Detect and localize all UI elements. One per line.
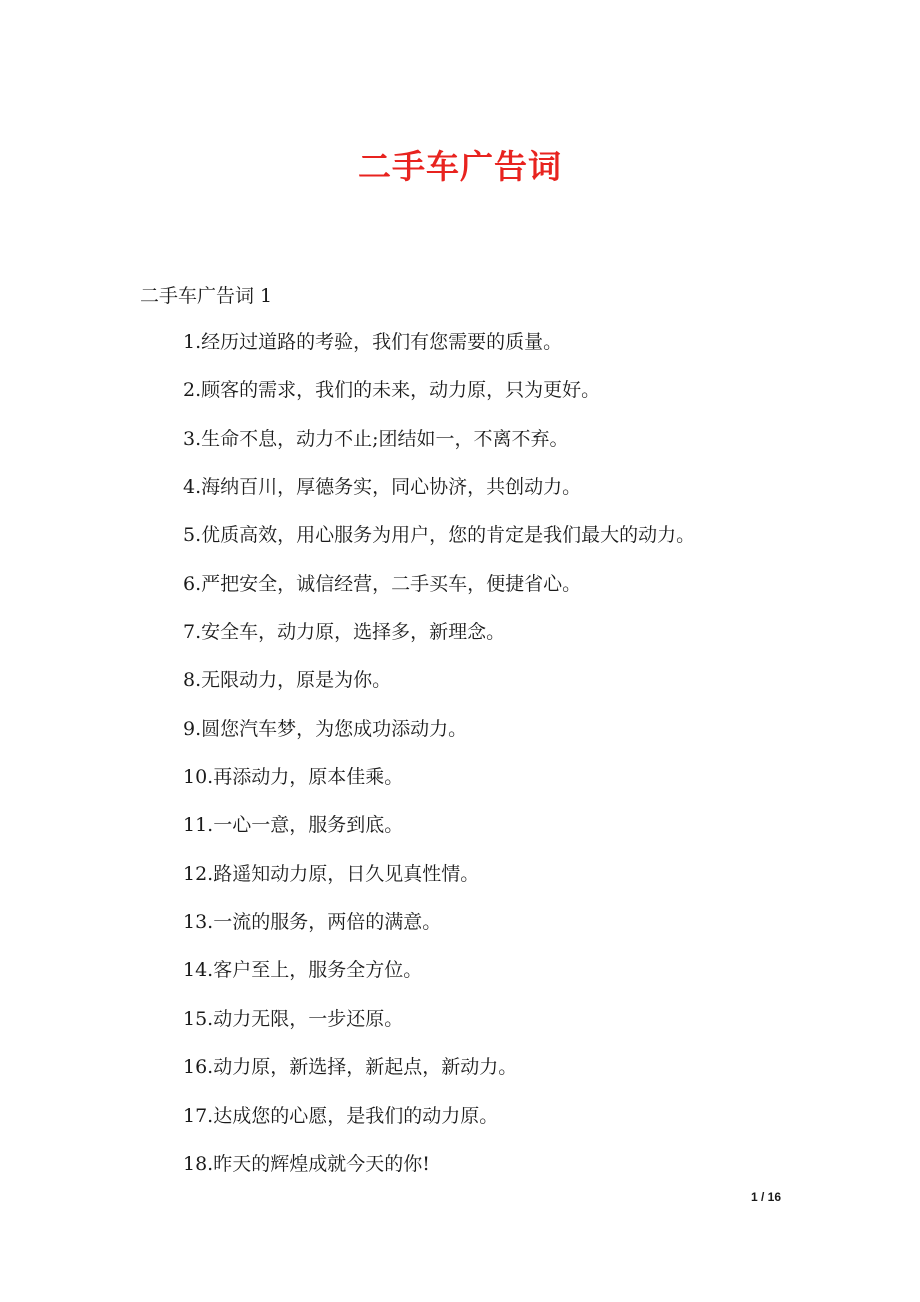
list-item: 12.路遥知动力原，日久见真性情。 (183, 862, 480, 885)
list-item: 14.客户至上，服务全方位。 (183, 959, 423, 982)
list-item: 13.一流的服务，两倍的满意。 (183, 911, 442, 934)
list-item: 2.顾客的需求，我们的未来，动力原，只为更好。 (183, 379, 601, 402)
list-item: 1.经历过道路的考验，我们有您需要的质量。 (183, 331, 563, 353)
slogan-list (183, 328, 695, 1198)
list-item: 6.严把安全，诚信经营，二手买车，便捷省心。 (183, 572, 582, 595)
list-item: 18.昨天的辉煌成就今天的你! (183, 1152, 430, 1175)
list-item: 3.生命不息，动力不止;团结如一，不离不弃。 (183, 427, 569, 450)
section-heading: 二手车广告词 1 (140, 285, 273, 307)
list-item: 9.圆您汽车梦，为您成功添动力。 (183, 717, 468, 740)
list-item: 17.达成您的心愿，是我们的动力原。 (183, 1104, 499, 1127)
list-item: 8.无限动力，原是为你。 (183, 669, 392, 692)
list-item: 11.一心一意，服务到底。 (183, 814, 404, 837)
document-title: 二手车广告词 (358, 147, 562, 186)
page-number: 1 / 16 (750, 1190, 782, 1204)
list-item: 16.动力原，新选择，新起点，新动力。 (183, 1056, 518, 1079)
list-item: 5.优质高效，用心服务为用户，您的肯定是我们最大的动力。 (183, 524, 696, 547)
list-item: 15.动力无限，一步还原。 (183, 1007, 404, 1030)
list-item: 7.安全车，动力原，选择多，新理念。 (183, 621, 506, 644)
list-item: 10.再添动力，原本佳乘。 (183, 766, 404, 789)
list-item: 4.海纳百川，厚德务实，同心协济，共创动力。 (183, 476, 582, 499)
